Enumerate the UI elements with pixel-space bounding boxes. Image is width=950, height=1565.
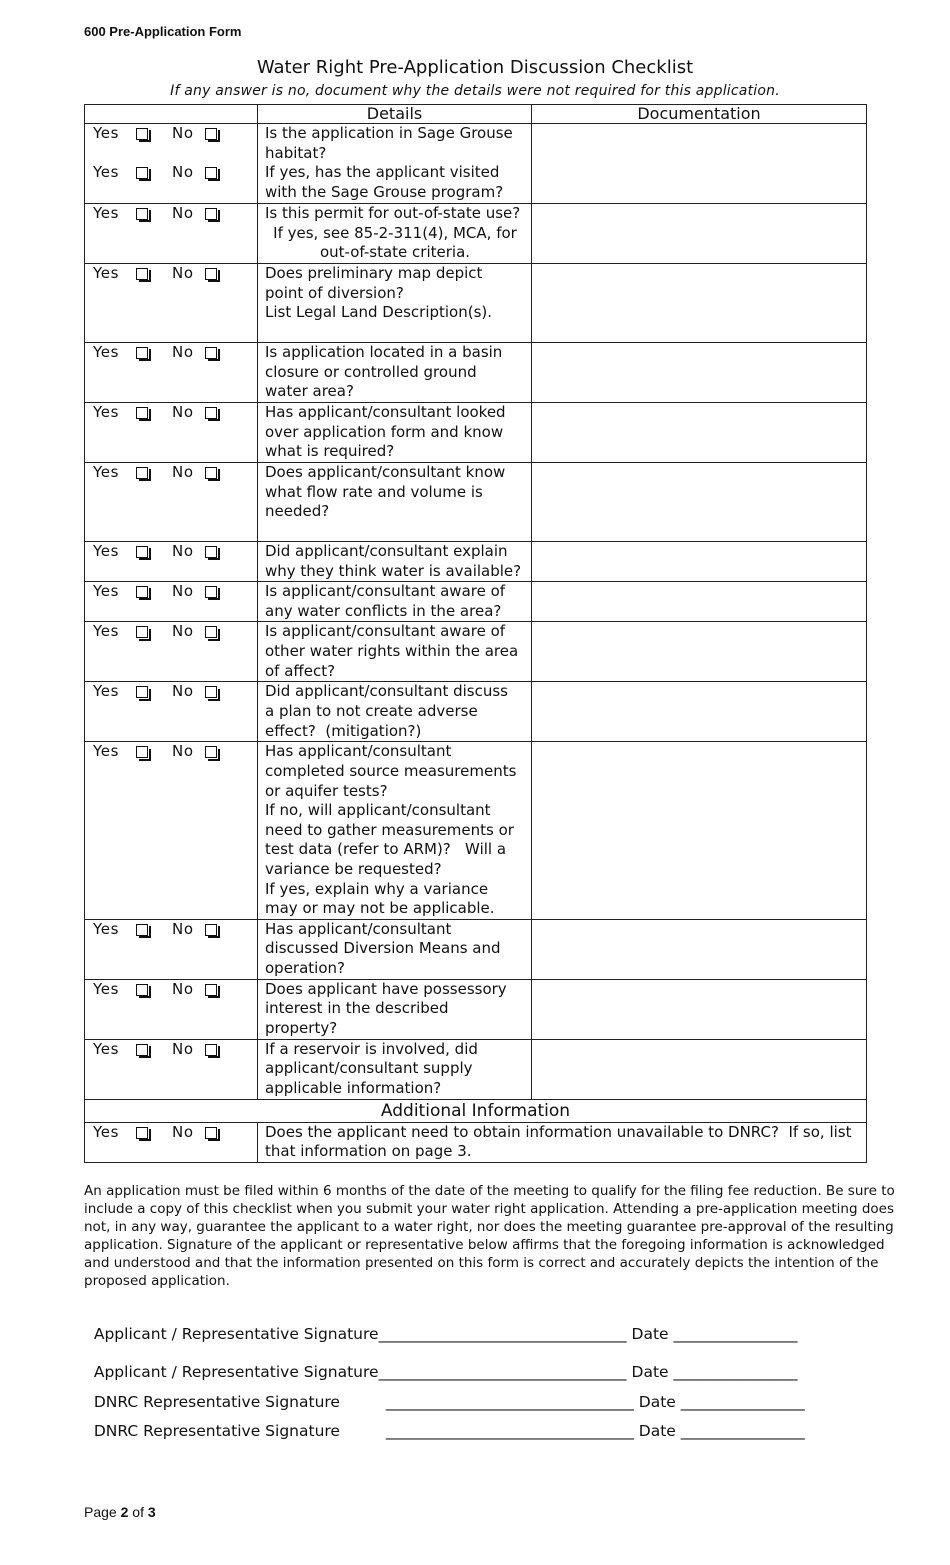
date-label: Date (638, 1422, 676, 1440)
detail-line: operation? (265, 958, 345, 977)
detail-line: applicable information? (265, 1078, 442, 1097)
detail-line: closure or controlled ground (265, 362, 477, 381)
details-cell (258, 204, 532, 264)
table-row (85, 1039, 867, 1099)
page-of: of (132, 1504, 144, 1520)
yes-label: Yes (93, 463, 120, 481)
yes-label: Yes (93, 582, 120, 601)
table-row (85, 582, 867, 622)
documentation-cell[interactable] (532, 622, 867, 682)
no-label: No (172, 979, 194, 998)
answer-cell (85, 343, 258, 403)
no-checkbox[interactable] (205, 268, 217, 280)
yes-checkbox[interactable] (136, 128, 148, 140)
no-label: No (172, 124, 194, 142)
details-cell (258, 542, 532, 582)
documentation-cell[interactable] (532, 403, 867, 463)
documentation-cell[interactable] (532, 1039, 867, 1099)
answer-cell (85, 403, 258, 463)
no-checkbox[interactable] (205, 208, 217, 220)
additional-info-details (258, 1122, 867, 1162)
answer-cell (85, 979, 258, 1039)
date-label: Date (638, 1393, 676, 1411)
yes-label: Yes (93, 204, 120, 222)
answer-cell (85, 919, 258, 979)
documentation-cell[interactable] (532, 682, 867, 742)
yes-no-options (93, 403, 257, 423)
no-checkbox[interactable] (205, 1044, 217, 1056)
table-row (85, 403, 867, 463)
detail-line: Has applicant/consultant (265, 742, 452, 761)
detail-line: water area? (265, 382, 354, 401)
no-label: No (172, 622, 194, 641)
no-checkbox[interactable] (205, 626, 217, 638)
no-checkbox[interactable] (205, 467, 217, 479)
table-row (85, 919, 867, 979)
no-label: No (172, 163, 194, 182)
detail-line: Does applicant have possessory (265, 979, 507, 998)
page-total: 3 (147, 1504, 156, 1520)
yes-label: Yes (93, 264, 120, 282)
yes-checkbox[interactable] (136, 1044, 148, 1056)
yes-label: Yes (93, 919, 120, 938)
yes-no-options (93, 1123, 257, 1143)
detail-line: other water rights within the area (265, 641, 519, 660)
detail-line: or aquifer tests? (265, 781, 388, 800)
no-checkbox[interactable] (205, 546, 217, 558)
detail-line: Is application located in a basin (265, 343, 503, 361)
detail-line: what flow rate and volume is (265, 482, 483, 501)
table-row (85, 264, 867, 343)
documentation-cell[interactable] (532, 542, 867, 582)
details-cell (258, 264, 532, 343)
filing-notice: An application must be filed within 6 months of the date of the meeting to qualify for the filing fee reduction. Be sure to include a copy of this checklist when you submit your water right application. Attending a pre-application meeting does not, in any way, guarantee the applicant to a water right, nor does the meeting guarantee pre-approval of the resulting application. Signature of the applicant or representative below affirms that the foregoing information is acknowledged and understood and that the information presented on this form is correct and accurately depicts the intention of the proposed application. (84, 1183, 895, 1289)
documentation-cell[interactable] (532, 264, 867, 343)
detail-line: variance be requested? (265, 859, 442, 878)
detail-line: property? (265, 1018, 338, 1037)
no-label: No (172, 1122, 194, 1141)
detail-line: what is required? (265, 442, 395, 461)
yes-no-options (93, 920, 257, 940)
no-label: No (172, 264, 194, 282)
date-label: Date (631, 1363, 669, 1381)
documentation-cell[interactable] (532, 742, 867, 919)
yes-checkbox[interactable] (136, 924, 148, 936)
detail-line: a plan to not create adverse (265, 701, 478, 720)
detail-line: out-of-state criteria. (319, 243, 471, 262)
no-label: No (172, 1039, 194, 1058)
no-checkbox[interactable] (205, 746, 217, 758)
details-cell (258, 582, 532, 622)
documentation-cell[interactable] (532, 979, 867, 1039)
no-label: No (172, 742, 194, 761)
page-title: Water Right Pre-Application Discussion Checklist (256, 57, 694, 78)
answer-cell (85, 463, 258, 542)
no-label: No (172, 204, 194, 222)
table-row (85, 622, 867, 682)
no-label: No (172, 463, 194, 481)
table-row (85, 124, 867, 204)
no-label: No (172, 403, 194, 421)
answer-cell (85, 1122, 258, 1162)
yes-no-options (93, 204, 257, 224)
details-cell (258, 682, 532, 742)
yes-label: Yes (93, 124, 120, 142)
table-header-row (85, 105, 867, 124)
table-row (85, 742, 867, 919)
detail-line: point of diversion? (265, 283, 404, 302)
details-cell (258, 742, 532, 919)
answer-cell (85, 742, 258, 919)
answer-cell (85, 682, 258, 742)
page-subtitle: If any answer is no, document why the details were not required for this application. (170, 83, 780, 99)
answer-cell (85, 264, 258, 343)
yes-checkbox[interactable] (136, 407, 148, 419)
no-label: No (172, 542, 194, 560)
yes-label: Yes (93, 403, 120, 421)
answer-cell (85, 622, 258, 682)
yes-checkbox[interactable] (136, 467, 148, 479)
yes-no-options (93, 742, 257, 762)
yes-no-options (93, 980, 257, 1000)
detail-line: Has applicant/consultant (265, 919, 452, 938)
yes-label: Yes (93, 979, 120, 998)
detail-line: of affect? (265, 661, 336, 680)
detail-line: Does applicant/consultant know (265, 463, 506, 481)
detail-line: Has applicant/consultant looked (265, 403, 506, 421)
signature-label: DNRC Representative Signature (93, 1393, 340, 1411)
detail-line: Is applicant/consultant aware of (265, 622, 506, 641)
column-header-answer (85, 105, 258, 124)
details-cell (258, 124, 532, 204)
signature-label: DNRC Representative Signature (93, 1422, 340, 1440)
column-header-details: Details (258, 105, 532, 124)
details-cell (258, 1039, 532, 1099)
yes-no-options (93, 582, 257, 602)
date-label: Date (631, 1325, 669, 1343)
detail-line: need to gather measurements or (265, 820, 514, 839)
yes-checkbox[interactable] (136, 208, 148, 220)
detail-line: needed? (265, 502, 330, 521)
page-prefix: Page (84, 1504, 117, 1520)
detail-line: Does preliminary map depict (265, 264, 483, 282)
yes-checkbox[interactable] (136, 586, 148, 598)
signature-line[interactable]: ________________________________ (378, 1363, 627, 1381)
detail-line: If yes, has the applicant visited (265, 163, 500, 182)
no-checkbox[interactable] (205, 1127, 217, 1139)
detail-line: why they think water is available? (265, 561, 522, 580)
yes-checkbox[interactable] (136, 626, 148, 638)
yes-label: Yes (93, 343, 120, 361)
detail-line: interest in the described (265, 999, 449, 1018)
no-label: No (172, 343, 194, 361)
answer-cell (85, 1039, 258, 1099)
detail-line: effect? (mitigation?) (265, 721, 422, 740)
detail-line: any water conflicts in the area? (265, 601, 502, 620)
additional-info-row (85, 1122, 867, 1162)
details-cell (258, 622, 532, 682)
detail-line: List Legal Land Description(s). (265, 303, 493, 322)
yes-label: Yes (93, 542, 120, 560)
form-id: 600 Pre-Application Form (84, 24, 242, 39)
detail-line: habitat? (265, 143, 327, 162)
checklist-rows (85, 124, 867, 1100)
details-cell (258, 979, 532, 1039)
details-cell (258, 919, 532, 979)
column-header-documentation: Documentation (532, 105, 867, 124)
signature-label: Applicant / Representative Signature (93, 1325, 379, 1343)
yes-no-options (93, 1040, 257, 1060)
additional-info-heading-row (85, 1099, 867, 1122)
signature-line[interactable]: ________________________________ (378, 1325, 627, 1343)
no-checkbox[interactable] (205, 686, 217, 698)
details-cell (258, 403, 532, 463)
detail-line: applicant/consultant supply (265, 1059, 473, 1078)
detail-line: Is the application in Sage Grouse (265, 124, 513, 142)
yes-label: Yes (93, 163, 120, 182)
detail-line: Did applicant/consultant explain (265, 542, 508, 560)
detail-line: completed source measurements (265, 761, 517, 780)
yes-no-options (93, 463, 257, 483)
yes-label: Yes (93, 682, 120, 701)
signature-row (84, 1307, 798, 1343)
date-line[interactable]: ________________ (673, 1325, 798, 1343)
yes-checkbox[interactable] (136, 746, 148, 758)
detail-line: may or may not be applicable. (265, 899, 495, 918)
yes-checkbox[interactable] (136, 268, 148, 280)
no-checkbox[interactable] (205, 984, 217, 996)
detail-line: Did applicant/consultant discuss (265, 682, 508, 701)
page-current: 2 (120, 1504, 129, 1520)
yes-label: Yes (93, 1039, 120, 1058)
detail-line: If yes, see 85-2-311(4), MCA, for (273, 223, 517, 242)
yes-checkbox[interactable] (136, 167, 148, 179)
yes-label: Yes (93, 742, 120, 761)
no-label: No (172, 682, 194, 701)
date-line[interactable]: ________________ (673, 1363, 798, 1381)
documentation-cell[interactable] (532, 919, 867, 979)
detail-line: If yes, explain why a variance (265, 879, 489, 898)
details-cell (258, 463, 532, 542)
no-checkbox[interactable] (205, 128, 217, 140)
no-checkbox[interactable] (205, 586, 217, 598)
documentation-cell[interactable] (532, 582, 867, 622)
date-line[interactable]: ________________ (680, 1393, 805, 1411)
answer-cell (85, 124, 258, 204)
yes-checkbox[interactable] (136, 1127, 148, 1139)
no-checkbox[interactable] (205, 924, 217, 936)
checklist-table (84, 104, 867, 1163)
signature-line[interactable]: ________________________________ (385, 1422, 634, 1440)
yes-no-options (93, 264, 257, 284)
details-cell (258, 343, 532, 403)
yes-no-options (93, 163, 257, 183)
yes-label: Yes (93, 1122, 120, 1141)
no-checkbox[interactable] (205, 407, 217, 419)
detail-line: Does the applicant need to obtain information unavailable to DNRC? If so, list (265, 1122, 852, 1141)
yes-no-options (93, 343, 257, 363)
yes-no-options (93, 124, 257, 144)
no-label: No (172, 582, 194, 601)
detail-line: Is this permit for out-of-state use? (265, 204, 521, 222)
signature-line[interactable]: ________________________________ (385, 1393, 634, 1411)
detail-line: discussed Diversion Means and (265, 939, 501, 958)
no-label: No (172, 919, 194, 938)
table-row (85, 542, 867, 582)
yes-label: Yes (93, 622, 120, 641)
detail-line: If no, will applicant/consultant (265, 801, 491, 820)
detail-line: that information on page 3. (265, 1142, 472, 1161)
no-checkbox[interactable] (205, 347, 217, 359)
answer-cell (85, 204, 258, 264)
documentation-cell[interactable] (532, 343, 867, 403)
documentation-cell[interactable] (532, 204, 867, 264)
table-row (85, 343, 867, 403)
detail-line: over application form and know (265, 422, 504, 441)
yes-checkbox[interactable] (136, 546, 148, 558)
documentation-cell[interactable] (532, 463, 867, 542)
date-line[interactable]: ________________ (680, 1422, 805, 1440)
signature-row (84, 1404, 805, 1440)
answer-cell (85, 582, 258, 622)
table-row (85, 463, 867, 542)
detail-line: If a reservoir is involved, did (265, 1039, 478, 1058)
table-row (85, 979, 867, 1039)
no-checkbox[interactable] (205, 167, 217, 179)
yes-checkbox[interactable] (136, 347, 148, 359)
yes-no-options (93, 682, 257, 702)
detail-line: with the Sage Grouse program? (265, 182, 504, 201)
yes-no-options (93, 622, 257, 642)
page-number (84, 1504, 156, 1520)
table-row (85, 682, 867, 742)
yes-checkbox[interactable] (136, 686, 148, 698)
additional-info-heading: Additional Information (85, 1099, 867, 1122)
detail-line: test data (refer to ARM)? Will a (265, 840, 507, 859)
yes-checkbox[interactable] (136, 984, 148, 996)
yes-no-options (93, 542, 257, 562)
signature-label: Applicant / Representative Signature (93, 1363, 379, 1381)
detail-line: Is applicant/consultant aware of (265, 582, 506, 601)
table-row (85, 204, 867, 264)
answer-cell (85, 542, 258, 582)
documentation-cell[interactable] (532, 124, 867, 204)
